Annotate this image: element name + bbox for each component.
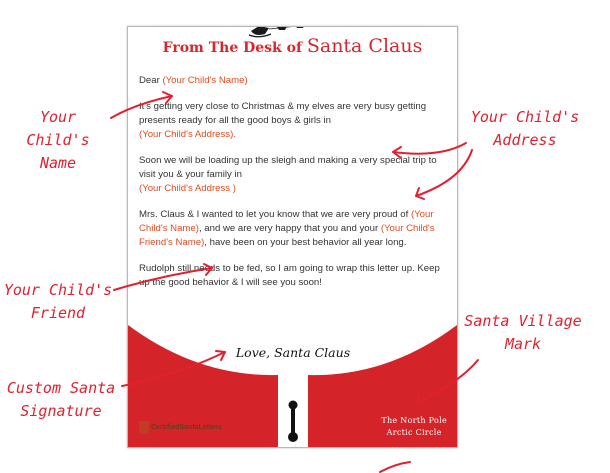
- callout-child-name-text: Your Child's Name: [26, 108, 90, 172]
- arrow-child-friend: [114, 268, 212, 290]
- child-address-placeholder-2: (Your Child's Address ): [139, 183, 236, 194]
- arrow-village-mark: [418, 360, 478, 402]
- arrow-child-address-2: [416, 150, 472, 196]
- santa-signature: Love, Santa Claus: [235, 345, 351, 360]
- arrow-child-name: [111, 96, 172, 118]
- header-prefix: From The Desk of: [162, 40, 302, 56]
- arrow-partial-bottom: [380, 462, 410, 472]
- pole-line-2: Arctic Circle: [386, 428, 442, 437]
- friend-name-placeholder: (Your Child's Friend's Name): [139, 223, 435, 248]
- paragraph-3-text-a: Mrs. Claus & I wanted to let you know that we are very proud of: [139, 209, 409, 220]
- child-name-placeholder-2: (Your Child's Name): [139, 209, 434, 234]
- child-name-placeholder: (Your Child's Name): [162, 75, 248, 86]
- child-address-placeholder: (Your Child's Address).: [139, 129, 236, 140]
- paragraph-1-text: It's getting very close to Christmas & my elves are very busy getting presents ready for all the good boys & girls in: [139, 101, 427, 126]
- paragraph-2-text: Soon we will be loading up the sleigh and making a very special trip to visit you & your family in: [139, 155, 437, 180]
- arrow-child-address-1: [393, 143, 466, 154]
- paragraph-3-text-b: , and we are very happy that you and your: [198, 223, 379, 234]
- callout-child-friend-text: Your Child's Friend: [3, 281, 113, 322]
- arrow-signature: [122, 352, 225, 386]
- pole-line-1: The North Pole: [381, 416, 447, 425]
- paragraph-4-text: Rudolph still needs to be fed, so I am going to wrap this letter up. Keep up the good behavior & I will see you soon!: [139, 263, 440, 288]
- callout-village-mark-text: Santa Village Mark: [464, 312, 582, 353]
- paragraph-3-text-c: , have been on your best behavior all year long.: [204, 237, 407, 248]
- salutation: Dear: [139, 75, 160, 86]
- header-santa-name: Santa Claus: [306, 35, 423, 57]
- callout-child-address-text: Your Child's Address: [470, 108, 580, 149]
- callout-custom-signature-text: Custom Santa Signature: [6, 379, 116, 420]
- logo-text: CertifiedSantaLetters: [151, 423, 222, 431]
